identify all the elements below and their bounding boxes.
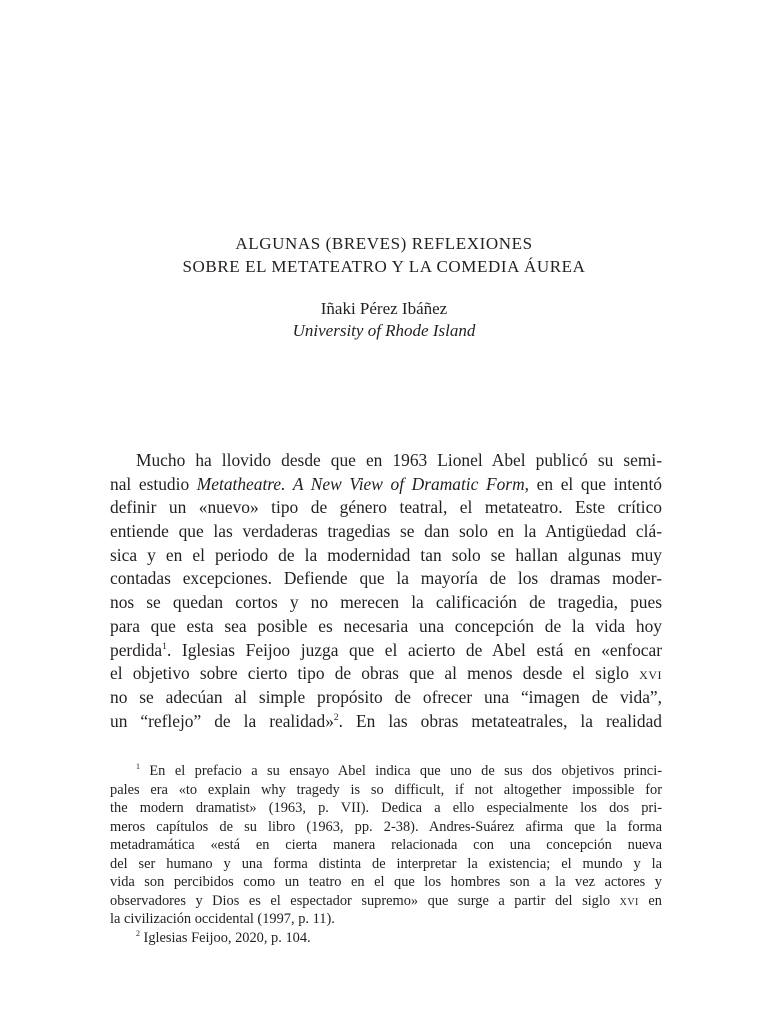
- body-line: entiende que las verdaderas tragedias se dan solo en la Antigüedad clá-: [110, 521, 662, 542]
- footnote-number-1: 1: [136, 762, 140, 772]
- body-text-run: , en el que intentó: [524, 473, 662, 494]
- footnote-line: del ser humano y una forma distinta de interpretar la existencia; el mundo y la: [110, 855, 662, 872]
- body-line: contadas excepciones. Defiende que la mayoría de los dramas moder-: [110, 568, 662, 589]
- body-line: [110, 473, 662, 497]
- body-line: [110, 710, 662, 734]
- title-line-2: SOBRE EL METATEATRO Y LA COMEDIA ÁUREA: [182, 257, 586, 276]
- footnote-ref-1[interactable]: 1: [162, 640, 167, 652]
- body-line: [110, 639, 662, 663]
- body-line: [110, 662, 662, 686]
- body-paragraph: [110, 449, 662, 733]
- footnote-line: meros capítulos de su libro (1963, pp. 2-38). Andres-Suárez afirma que la forma: [110, 818, 662, 835]
- footnote-line: [110, 892, 662, 911]
- author-name: Iñaki Pérez Ibáñez: [320, 299, 448, 318]
- footnote-line: the modern dramatist» (1963, p. VII). Dedica a ello especialmente los dos pri-: [110, 800, 662, 816]
- footnote-line: [110, 762, 662, 781]
- body-line: nos se quedan cortos y no merecen la calificación de tragedia, pues: [110, 592, 662, 613]
- body-text-run: un “reflejo” de la realidad»: [110, 710, 334, 731]
- footnote-line: pales era «to explain why tragedy is so difficult, if not altogether impossible for: [110, 781, 662, 798]
- article-title: [0, 232, 768, 278]
- body-text-run: perdida: [110, 639, 163, 660]
- footnote-text: En el prefacio a su ensayo Abel indica que uno de sus dos objetivos princi-: [139, 763, 662, 779]
- book-title: Metatheatre. A New View of Dramatic Form: [196, 473, 525, 494]
- footnote-line: metadramática «está en cierta manera relacionada con una concepción nueva: [110, 837, 662, 853]
- footnotes: [110, 762, 662, 947]
- roman-numeral: xvi: [639, 663, 662, 684]
- footnote-text: observadores y Dios es el espectador supremo» que surge a partir del siglo: [110, 892, 620, 909]
- body-text-run: el objetivo sobre cierto tipo de obras que al menos desde el siglo: [110, 663, 640, 684]
- body-line: Mucho ha llovido desde que en 1963 Lionel Abel publicó su semi-: [136, 450, 662, 470]
- footnote-line: la civilización occidental (1997, p. 11).: [110, 911, 335, 927]
- footnote-number-2: 2: [136, 928, 140, 938]
- footnote-ref-2[interactable]: 2: [333, 711, 339, 723]
- footnote-line: vida son percibidos como un teatro en el que los hombres son a la vez actores y: [110, 874, 662, 890]
- body-line: definir un «nuevo» tipo de género teatral, el metateatro. Este crítico: [110, 497, 662, 518]
- body-text-run: . En las obras metateatrales, la realidad: [338, 710, 662, 731]
- body-line: no se adecúan al simple propósito de ofrecer una “imagen de vida”,: [110, 686, 662, 707]
- roman-numeral: xvi: [619, 892, 639, 909]
- body-text-run: . Iglesias Feijoo juzga que el acierto de Abel está en «enfocar: [166, 639, 662, 660]
- title-line-1: ALGUNAS (BREVES) REFLEXIONES: [235, 234, 533, 253]
- footnote-text: Iglesias Feijoo, 2020, p. 104.: [139, 929, 311, 946]
- body-text-run: nal estudio: [110, 473, 197, 494]
- author-affiliation: University of Rhode Island: [292, 321, 476, 340]
- footnote-line: [110, 929, 662, 948]
- author-block: [0, 298, 768, 342]
- footnote-text: en: [638, 892, 662, 909]
- body-line: para que esta sea posible es necesaria una concepción de la vida hoy: [110, 615, 662, 636]
- body-line: sica y en el periodo de la modernidad tan solo se hallan algunas muy: [110, 544, 662, 565]
